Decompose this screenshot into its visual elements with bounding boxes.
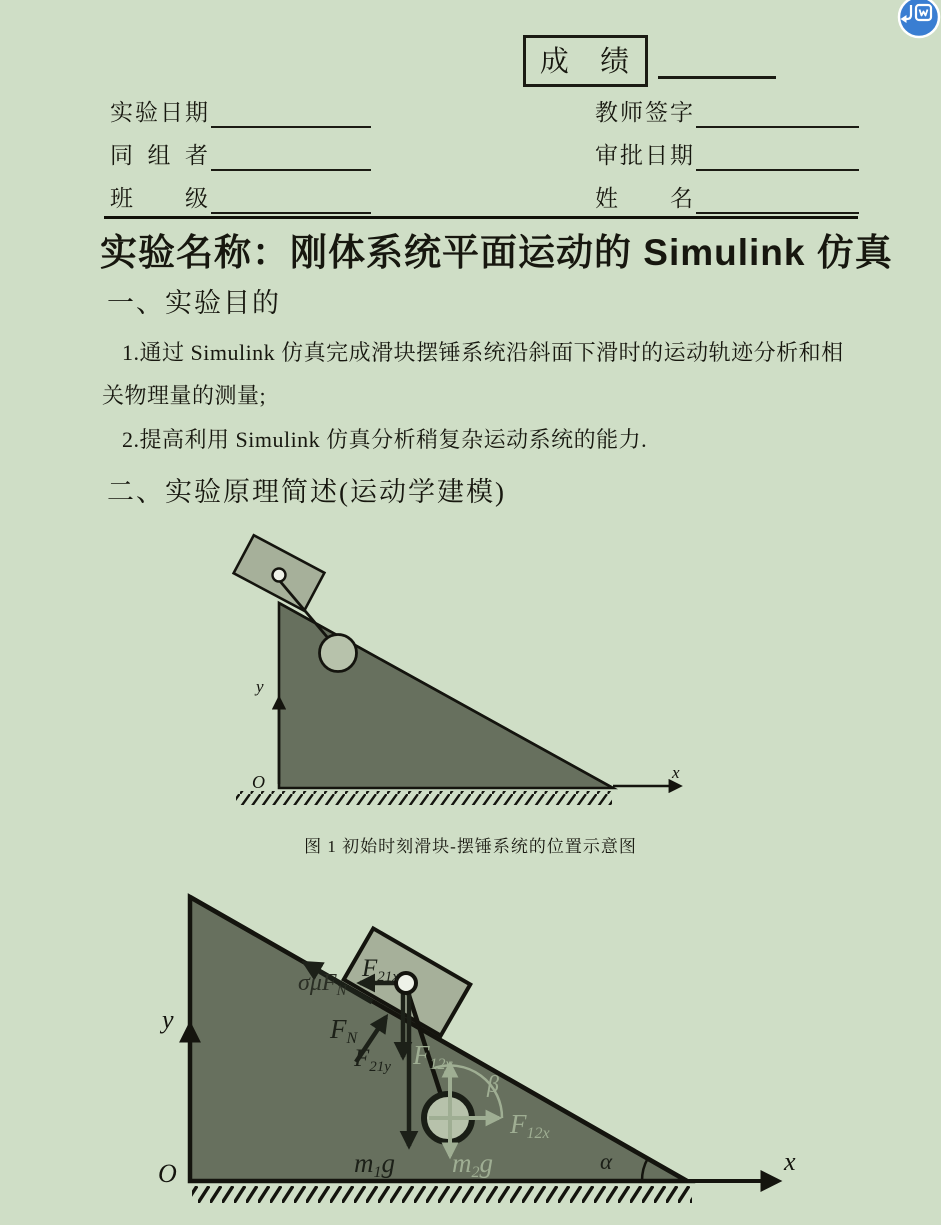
name-label: 姓名 (595, 186, 693, 211)
body-line-2: 关物理量的测量; (102, 383, 267, 408)
friction-force-label: σμF$_N$ (298, 970, 347, 999)
partners-blank (211, 143, 371, 171)
translate-widget-button[interactable] (897, 0, 941, 39)
y-axis-label: y (162, 1005, 174, 1034)
x-axis-label: x (784, 1147, 796, 1176)
ground-hatching (192, 1186, 692, 1203)
figure1-caption: 图 1 初始时刻滑块-摆锤系统的位置示意图 (304, 837, 637, 856)
grade-blank-line (658, 76, 776, 79)
class-label: 班级 (110, 186, 208, 211)
form-row-exp-date (110, 98, 371, 128)
figure1-diagram (198, 528, 748, 828)
class-blank (211, 186, 371, 214)
teacher-sign-label: 教师签字 (595, 100, 693, 125)
figure2-diagram (150, 880, 870, 1225)
m2g-label: m2g (452, 1148, 493, 1181)
exp-date-blank (211, 100, 371, 128)
body-line-3: 2.提高利用 Simulink 仿真分析稍复杂运动系统的能力. (122, 427, 648, 452)
pivot-point (396, 973, 416, 993)
y-axis-label: y (256, 677, 264, 696)
f12y-label: F12y (413, 1040, 453, 1073)
section1-heading: 一、实验目的 (107, 288, 281, 318)
fn-label: FN (330, 1014, 358, 1047)
alpha-label: α (600, 1149, 613, 1174)
f21x-label: $F_{21x}$ (362, 955, 399, 985)
grade-label: 成 绩 (539, 46, 642, 78)
name-blank (696, 186, 859, 214)
origin-label: O (252, 772, 265, 792)
teacher-sign-blank (696, 100, 859, 128)
section2-heading: 二、实验原理简述(运动学建模) (107, 477, 506, 507)
approve-date-label: 审批日期 (595, 143, 693, 168)
page-title: 实验名称：刚体系统平面运动的 Simulink 仿真 (100, 232, 893, 273)
ground-hatching (236, 791, 612, 805)
grade-box (523, 35, 648, 87)
form-row-name (595, 184, 859, 214)
pendulum-ball (320, 635, 357, 672)
form-row-partners (110, 141, 371, 171)
form-row-approve-date (595, 141, 859, 171)
m1g-label: m1g (354, 1148, 395, 1181)
body-line-1: 1.通过 Simulink 仿真完成滑块摆锤系统沿斜面下滑时的运动轨迹分析和相 (122, 340, 844, 365)
exp-date-label: 实验日期 (110, 100, 208, 125)
beta-label: β (487, 1072, 499, 1098)
partners-label: 同组者 (110, 143, 208, 168)
x-axis-label: x (672, 763, 680, 782)
origin-label: O (158, 1159, 177, 1188)
pivot-point (273, 569, 286, 582)
f21y-label: $F_{21y}$ (354, 1045, 391, 1075)
f12x-label: F12x (510, 1109, 550, 1142)
approve-date-blank (696, 143, 859, 171)
form-row-class (110, 184, 371, 214)
header-divider (104, 216, 858, 219)
form-row-teacher-sign (595, 98, 859, 128)
